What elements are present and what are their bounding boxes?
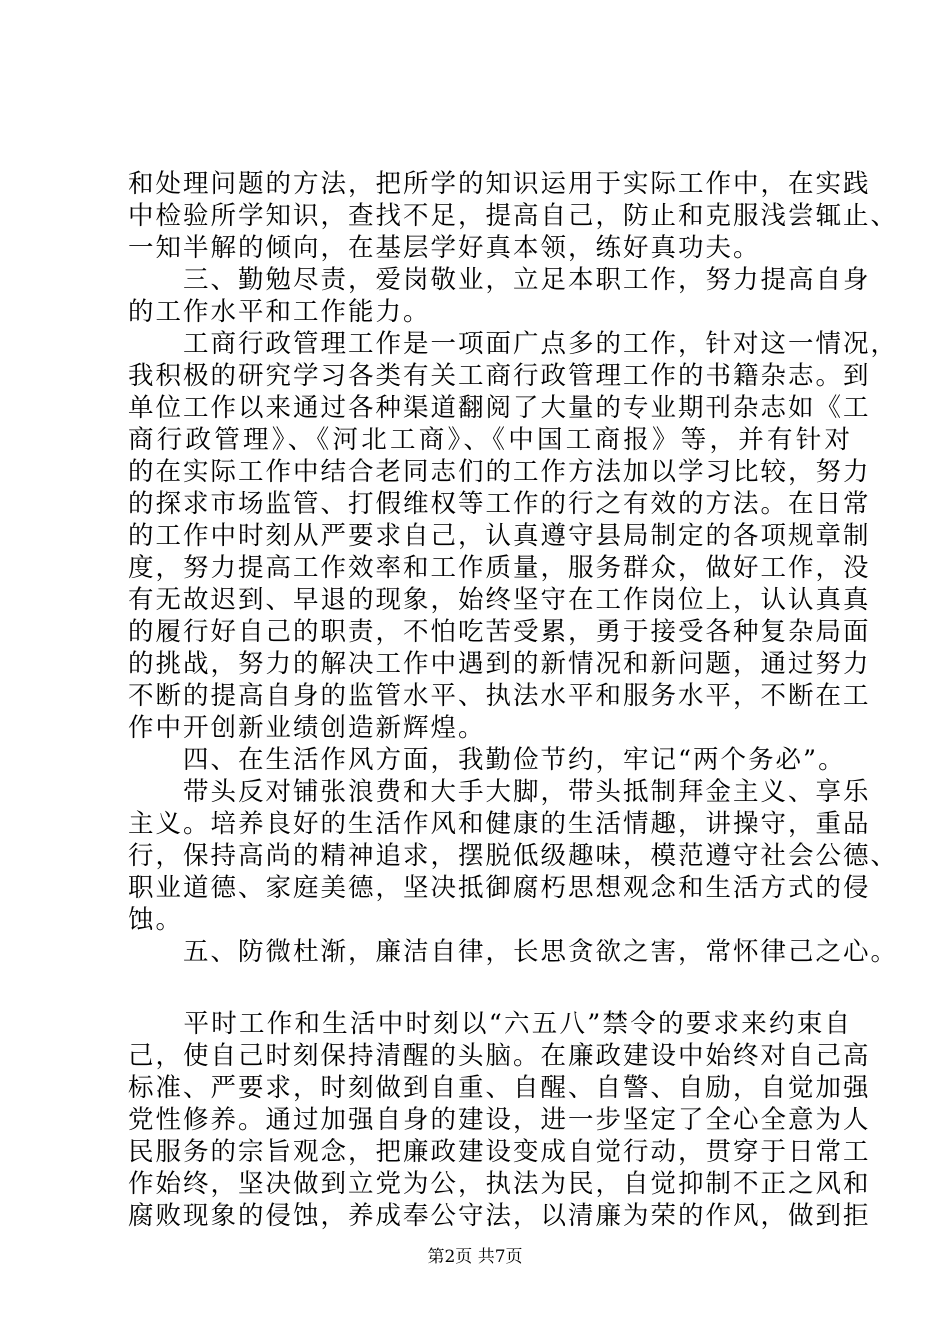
text-line: 己，使自己时刻保持清醒的头脑。在廉政建设中始终对自己高: [128, 1041, 871, 1071]
text-line: 作始终，坚决做到立党为公，执法为民，自觉抑制不正之风和: [128, 1169, 871, 1199]
text-line: 四、在生活作风方面，我勤俭节约，牢记“两个务必”。: [128, 745, 846, 775]
body-section-2: [128, 1008, 871, 1232]
text-line: 标准、严要求，时刻做到自重、自醒、自警、自励，自觉加强: [128, 1073, 871, 1103]
text-line: 带头反对铺张浪费和大手大脚，带头抵制拜金主义、享乐: [128, 777, 871, 807]
text-line: 的履行好自己的职责，不怕吃苦受累，勇于接受各种复杂局面: [128, 617, 871, 647]
text-line: 民服务的宗旨观念，把廉政建设变成自觉行动，贯穿于日常工: [128, 1137, 871, 1167]
text-line: 不断的提高自身的监管水平、执法水平和服务水平，不断在工: [128, 681, 871, 711]
text-line: 五、防微杜渐，廉洁自律，长思贪欲之害，常怀律己之心。: [128, 937, 899, 967]
page-footer: 第2页 共7页: [427, 1247, 523, 1267]
text-line: 的挑战，努力的解决工作中遇到的新情况和新问题，通过努力: [128, 649, 871, 679]
text-line: 主义。培养良好的生活作风和健康的生活情趣，讲操守，重品: [128, 809, 871, 839]
text-line: 一知半解的倾向，在基层学好真本领，练好真功夫。: [128, 233, 761, 263]
text-line: 单位工作以来通过各种渠道翻阅了大量的专业期刊杂志如《工: [128, 393, 871, 423]
text-line: 作中开创新业绩创造新辉煌。: [128, 713, 486, 743]
text-line: 的工作水平和工作能力。: [128, 297, 431, 327]
paragraph-gap: [128, 968, 852, 1008]
text-line: 我积极的研究学习各类有关工商行政管理工作的书籍杂志。到: [128, 361, 871, 391]
text-line: 中检验所学知识，查找不足，提高自己，防止和克服浅尝辄止、: [128, 201, 899, 231]
text-line: 和处理问题的方法，把所学的知识运用于实际工作中，在实践: [128, 169, 871, 199]
text-line: 行，保持高尚的精神追求，摆脱低级趣味，模范遵守社会公德、: [128, 841, 899, 871]
text-line: 商行政管理》、《河北工商》、《中国工商报》等，并有针对: [128, 425, 852, 455]
text-line: 蚀。: [128, 905, 184, 935]
text-line: 腐败现象的侵蚀，养成奉公守法，以清廉为荣的作风，做到拒: [128, 1201, 871, 1231]
text-line: 平时工作和生活中时刻以“六五八”禁令的要求来约束自: [128, 1009, 852, 1039]
text-line: 有无故迟到、早退的现象，始终坚守在工作岗位上，认认真真: [128, 585, 871, 615]
body-section-1: [128, 168, 899, 968]
document-body: [128, 168, 899, 1232]
text-line: 工商行政管理工作是一项面广点多的工作，针对这一情况，: [128, 329, 899, 359]
text-line: 三、勤勉尽责，爱岗敬业，立足本职工作，努力提高自身: [128, 265, 871, 295]
text-line: 的探求市场监管、打假维权等工作的行之有效的方法。在日常: [128, 489, 871, 519]
text-line: 度，努力提高工作效率和工作质量，服务群众，做好工作，没: [128, 553, 871, 583]
text-line: 的在实际工作中结合老同志们的工作方法加以学习比较，努力: [128, 457, 871, 487]
text-line: 党性修养。通过加强自身的建设，进一步坚定了全心全意为人: [128, 1105, 871, 1135]
text-line: 的工作中时刻从严要求自己，认真遵守县局制定的各项规章制: [128, 521, 871, 551]
text-line: 职业道德、家庭美德，坚决抵御腐朽思想观念和生活方式的侵: [128, 873, 871, 903]
